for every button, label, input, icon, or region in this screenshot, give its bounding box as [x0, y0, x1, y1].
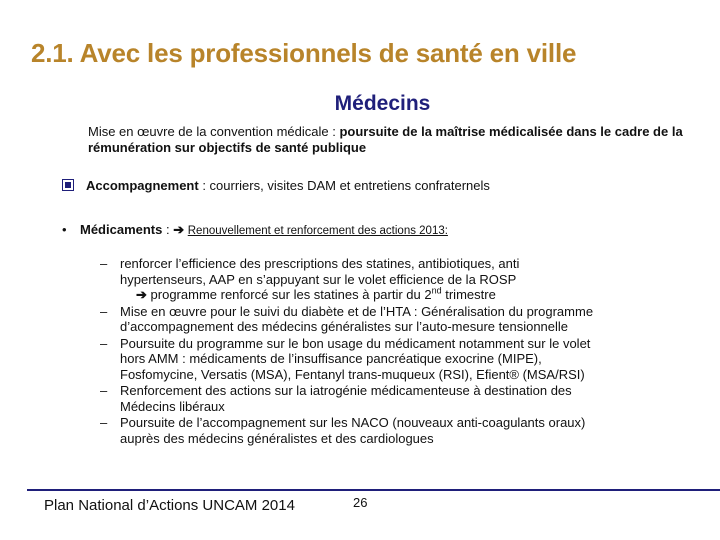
footer-text: Plan National d’Actions UNCAM 2014: [44, 497, 295, 514]
list-item-line: Poursuite de l’accompagnement sur les NACO (nouveaux anti-coagulants oraux): [120, 415, 586, 430]
intro-bold-text: poursuite de la maîtrise médicalisée dans le cadre de la rémunération sur objectifs de santé publique: [88, 124, 683, 155]
list-item: [100, 336, 710, 383]
dash-bullet: –: [100, 256, 108, 271]
list-item-line: Fosfomycine, Versatis (MSA), Fentanyl trans-muqueux (RSI), Efient® (MSA/RSI): [120, 366, 585, 382]
bullet-label: Médicaments: [80, 222, 163, 237]
bullet-separator: :: [198, 178, 210, 193]
square-bullet-icon: [62, 179, 74, 191]
list-item-line: Renforcement des actions sur la iatrogénie médicamenteuse à destination des: [120, 383, 572, 398]
action-list: [100, 256, 710, 447]
list-item-line: auprès des médecins généralistes et des cardiologues: [120, 430, 434, 446]
subline-text-end: trimestre: [441, 287, 496, 302]
list-item-line: Médecins libéraux: [120, 398, 225, 414]
list-item-line: d’accompagnement des médecins généralistes sur l’auto-mesure tensionnelle: [120, 319, 569, 334]
page-number: 26: [353, 495, 368, 510]
list-item: [100, 304, 710, 335]
arrow-right-icon: ➔: [173, 222, 185, 237]
list-item: [100, 383, 710, 414]
bullet-separator: :: [162, 222, 174, 237]
dash-bullet: –: [100, 335, 108, 351]
bullet-accompagnement: [62, 178, 490, 193]
dash-bullet: –: [100, 383, 108, 398]
arrow-right-icon: ➔: [136, 287, 147, 302]
intro-paragraph: [88, 124, 688, 156]
list-item-line: Poursuite du programme sur le bon usage du médicament notamment sur le volet: [120, 335, 591, 351]
subline-superscript: nd: [431, 285, 442, 296]
footer-rule: [27, 489, 720, 491]
dash-bullet: –: [100, 303, 108, 319]
dash-bullet: –: [100, 415, 108, 430]
list-item-line: hypertenseurs, AAP en s’appuyant sur le volet efficience de la ROSP: [120, 271, 517, 287]
dot-bullet-icon: •: [62, 222, 67, 237]
list-item: [100, 415, 710, 446]
slide-title: 2.1. Avec les professionnels de santé en ville: [31, 38, 577, 68]
list-item-line: renforcer l’efficience des prescriptions des statines, antibiotiques, anti: [120, 256, 520, 271]
bullet-label: Accompagnement: [86, 178, 199, 193]
list-item-line: hors AMM : médicaments de l’insuffisance pancréatique exocrine (MIPE),: [120, 351, 542, 366]
bullet-text: courriers, visites DAM et entretiens confraternels: [209, 178, 490, 193]
intro-text: Mise en œuvre de la convention médicale :: [88, 124, 340, 139]
subline-text: programme renforcé sur les statines à partir du 2: [150, 287, 432, 302]
slide-subtitle: Médecins: [334, 92, 431, 115]
bullet-text: Renouvellement et renforcement des actions 2013:: [187, 225, 448, 237]
bullet-medicaments: [62, 222, 448, 238]
list-item-line: Mise en œuvre pour le suivi du diabète et de l’HTA : Généralisation du programme: [120, 303, 594, 319]
list-subline: [120, 287, 710, 303]
list-item: [100, 256, 710, 303]
